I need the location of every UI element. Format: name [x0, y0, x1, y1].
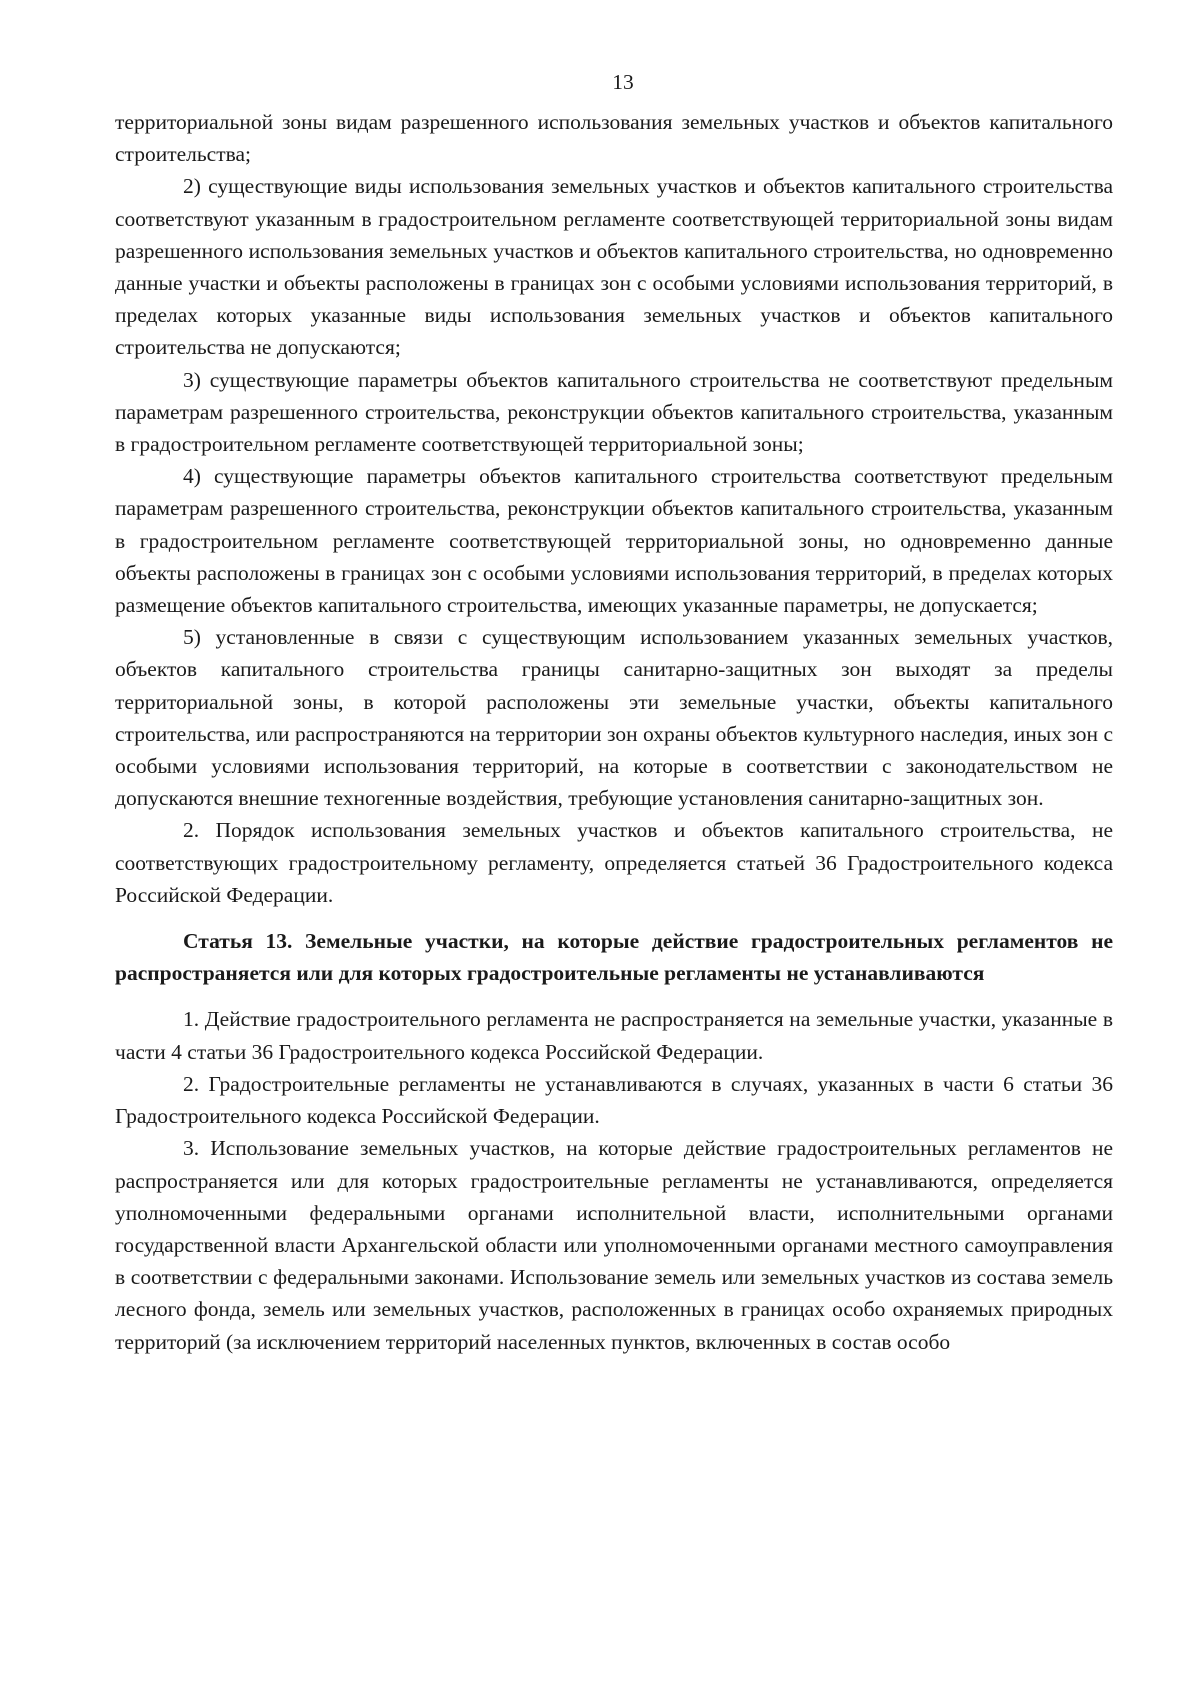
paragraph: 3) существующие параметры объектов капитального строительства не соответствуют предельным параметрам разрешенного строительства, реконструкции объектов капитального строительства, указанным в градостроительном регламенте соответствующей территориальной зоны;	[115, 367, 1113, 457]
paragraph: 1. Действие градостроительного регламента не распространяется на земельные участки, указанные в части 4 статьи 36 Градостроительного кодекса Российской Федерации.	[115, 1007, 1113, 1064]
page-number: 13	[612, 70, 634, 94]
paragraph: 2) существующие виды использования земельных участков и объектов капитального строительства соответствуют указанным в градостроительном регламенте соответствующей территориальной зоны видам разрешенного использования земельных участков и объектов капитального строительства, но одновременно данные участки и объекты расположены в границах зон с особыми условиями использования территорий, в пределах которых указанные виды использования земельных участков и объектов капитального строительства не допускаются;	[115, 174, 1113, 360]
paragraph: 2. Градостроительные регламенты не устанавливаются в случаях, указанных в части 6 статьи 36 Градостроительного кодекса Российской Федерации.	[115, 1071, 1113, 1129]
paragraph: 2. Порядок использования земельных участков и объектов капитального строительства, не соответствующих градостроительному регламенту, определяется статьей 36 Градостроительного кодекса Российской Федерации.	[115, 818, 1113, 907]
document-page	[115, 66, 1113, 1358]
paragraphs-top	[115, 106, 1113, 911]
article-heading: Статья 13. Земельные участки, на которые действие градостроительных регламентов не распространяется или для которых градостроительные регламенты не устанавливаются	[115, 929, 1113, 986]
paragraph: 4) существующие параметры объектов капитального строительства соответствуют предельным параметрам разрешенного строительства, реконструкции объектов капитального строительства, указанным в градостроительном регламенте соответствующей территориальной зоны, но одновременно данные объекты расположены в границах зон с особыми условиями использования территорий, в пределах которых размещение объектов капитального строительства, имеющих указанные параметры, не допускается;	[115, 464, 1113, 618]
paragraph: территориальной зоны видам разрешенного использования земельных участков и объектов капитального строительства;	[115, 110, 1113, 167]
paragraph: 5) установленные в связи с существующим использованием указанных земельных участков, объектов капитального строительства границы санитарно-защитных зон выходят за пределы территориальной зоны, в которой расположены эти земельные участки, объекты капитального строительства, или распространяются на территории зон охраны объектов культурного наследия, иных зон с особыми условиями использования территорий, на которые в соответствии с законодательством не допускаются внешние техногенные воздействия, требующие установления санитарно-защитных зон.	[115, 625, 1113, 811]
paragraph: 3. Использование земельных участков, на которые действие градостроительных регламентов не распространяется или для которых градостроительные регламенты не устанавливаются, определяется уполномоченными федеральными органами исполнительной власти, исполнительными органами государственной власти Архангельской области или уполномоченными органами местного самоуправления в соответствии с федеральными законами. Использование земель или земельных участков из состава земель лесного фонда, земель или земельных участков, расположенных в границах особо охраняемых природных территорий (за исключением территорий населенных пунктов, включенных в состав особо	[115, 1136, 1113, 1354]
paragraphs-bottom	[115, 1003, 1113, 1357]
